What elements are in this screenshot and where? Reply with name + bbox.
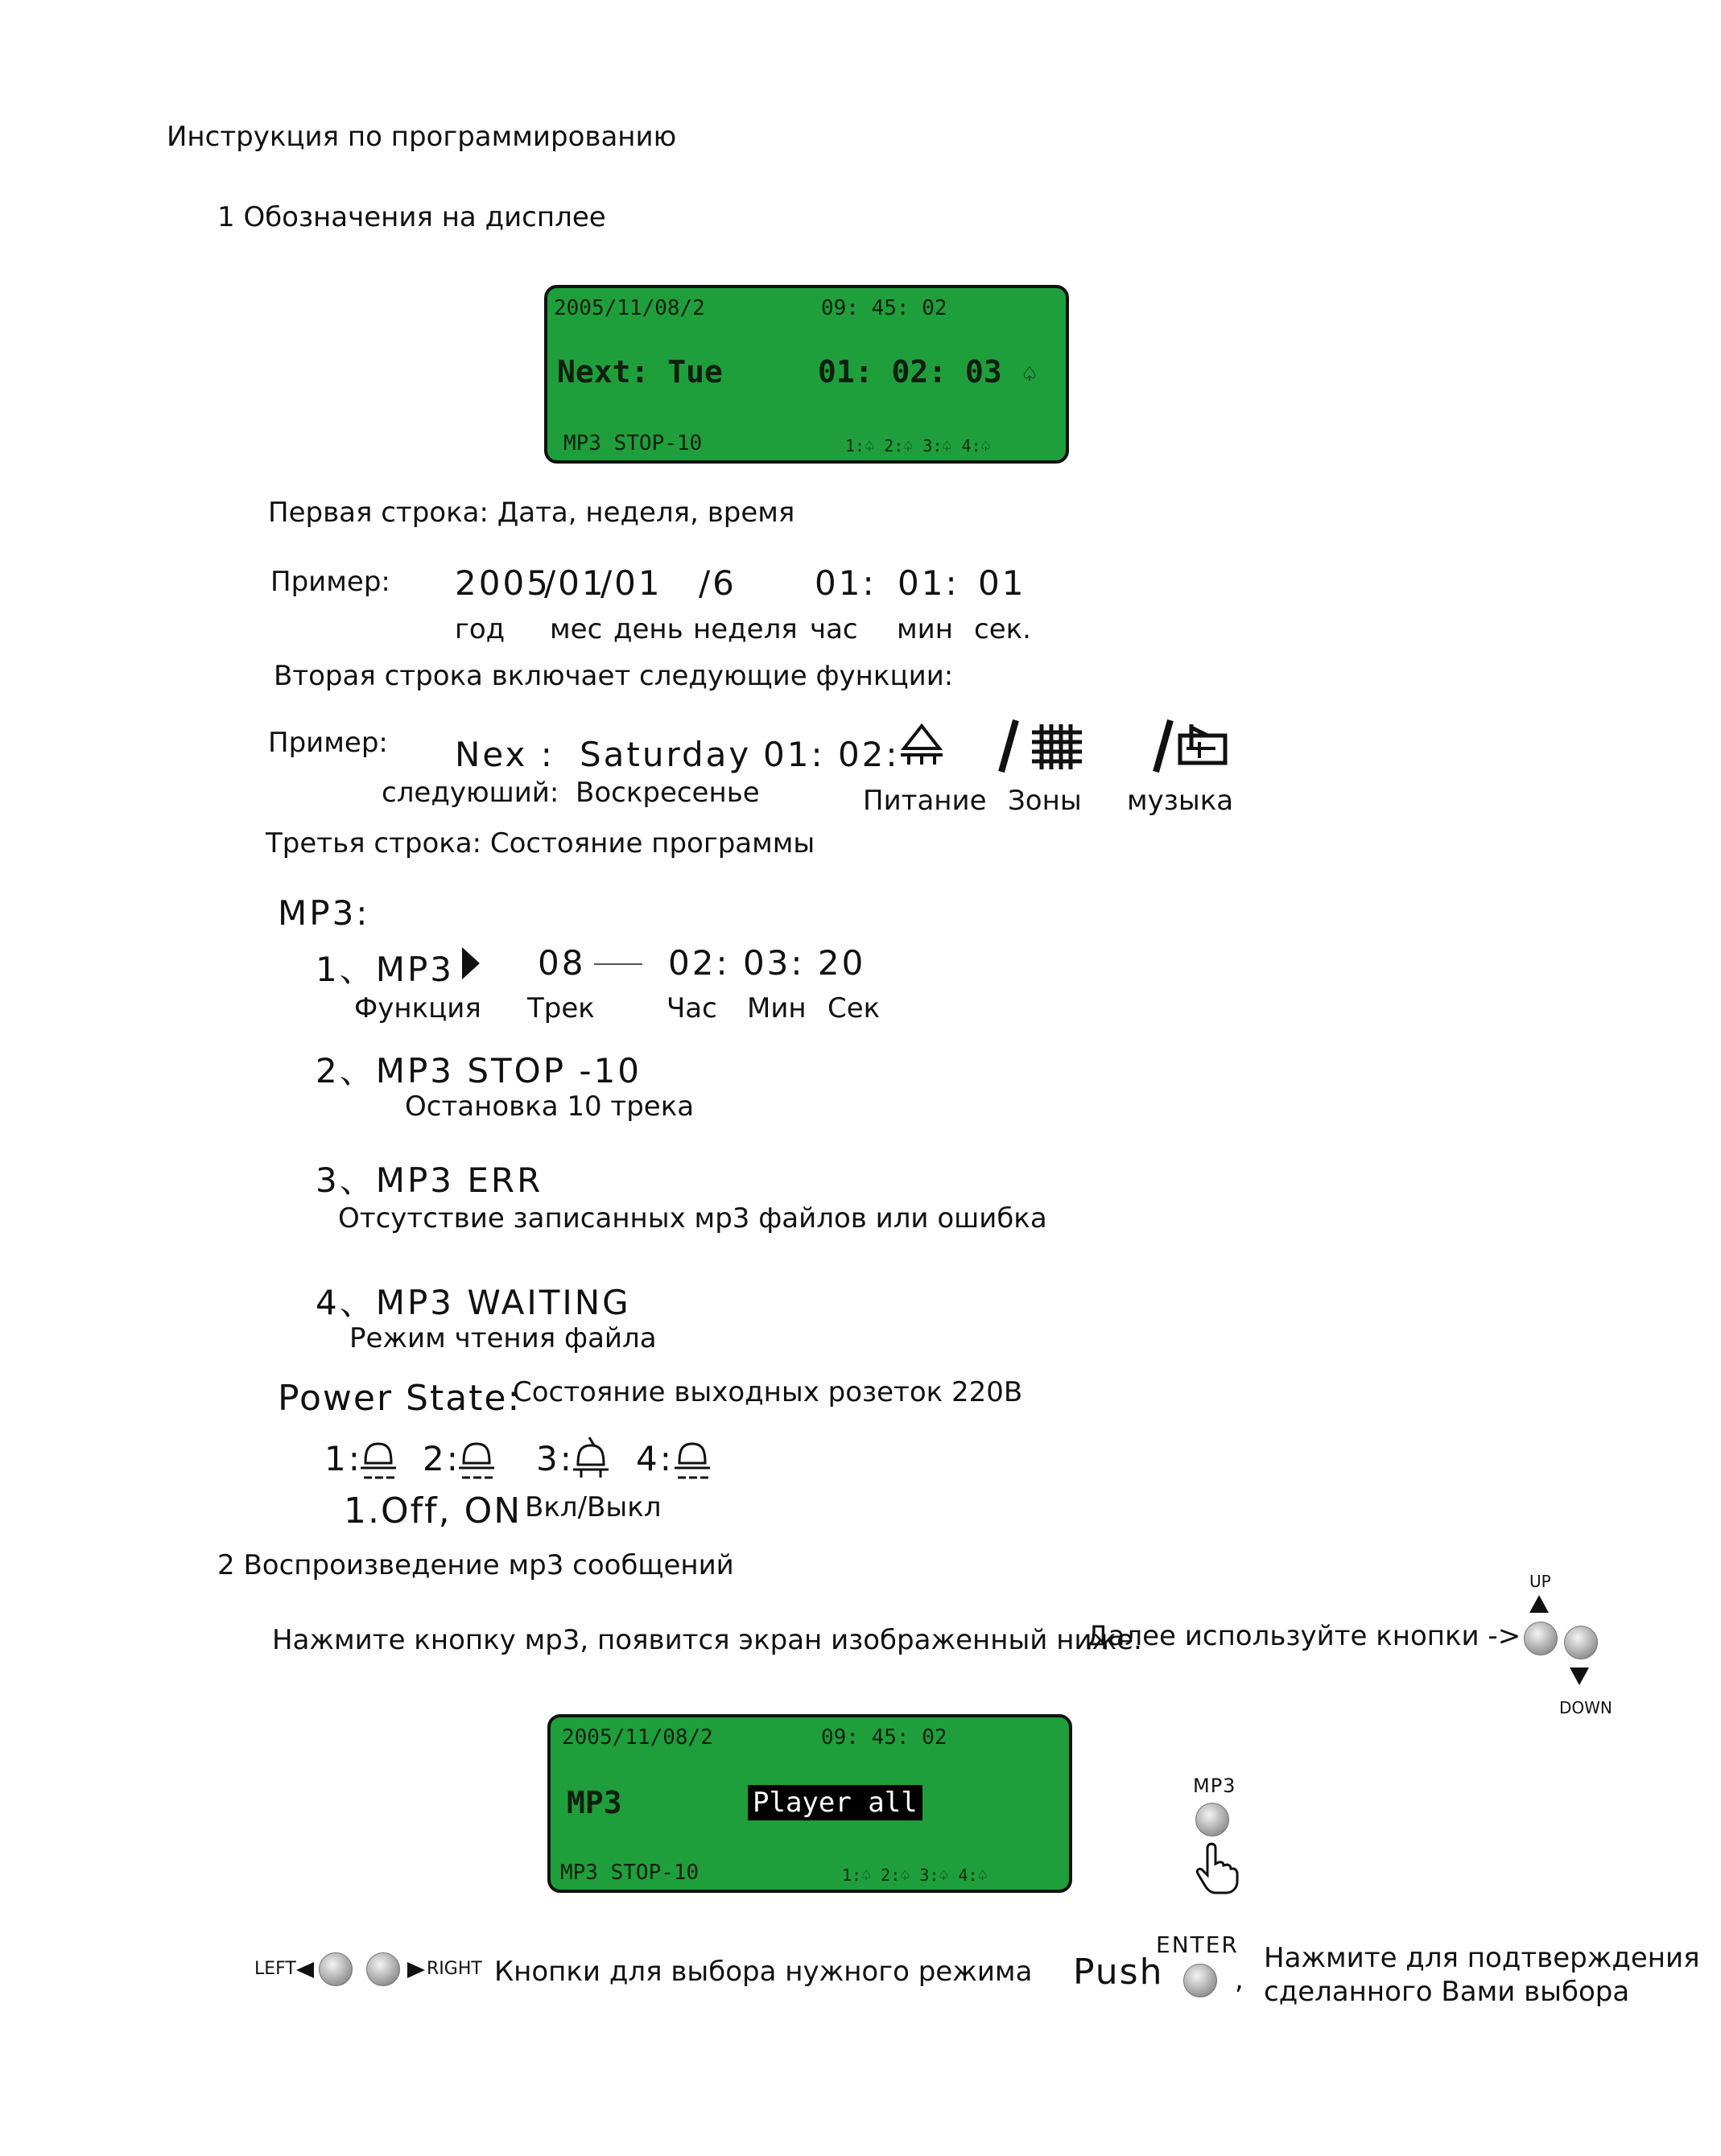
example1-year-label: год <box>455 613 506 645</box>
mp3-item2-text: 2、MP3 STOP -10 <box>316 1051 642 1090</box>
pointing-hand-icon <box>1195 1841 1240 1894</box>
example2-next-label: следуюший: <box>382 777 559 809</box>
example1-day-label: день <box>613 613 683 645</box>
example2-next: Nex : <box>455 735 555 774</box>
example1-min-label: мин <box>897 613 953 645</box>
power-icon <box>898 723 946 768</box>
example1-hour-label: час <box>810 613 858 645</box>
mp3-item4-text: 4、MP3 WAITING <box>316 1283 631 1322</box>
mp3-item1-hour-label: Час <box>667 992 717 1024</box>
outlet-off-icon-1 <box>361 1441 398 1481</box>
lcd2-mode: MP3 <box>567 1785 622 1820</box>
mp3-button-label: MP3 <box>1193 1775 1236 1797</box>
outlet-off-icon-4 <box>675 1441 712 1481</box>
mp3-item3-desc: Отсутствие записанных мр3 файлов или ошибка <box>338 1202 1047 1235</box>
power-legend-desc: Вкл/Выкл <box>525 1491 662 1523</box>
down-arrow-icon <box>1568 1666 1591 1687</box>
mp3-item1-min-label: Мин <box>747 992 807 1024</box>
power-state-desc: Состояние выходных розеток 220В <box>513 1376 1023 1408</box>
lcd1-date: 2005/11/08/2 <box>554 296 705 320</box>
left-button[interactable] <box>319 1952 353 1986</box>
mp3-item1-func-label: Функция <box>354 992 481 1024</box>
mp3-item1-track: 08 <box>538 943 586 983</box>
confirm-desc-line2: сделанного Вами выбора <box>1264 1976 1630 2008</box>
left-right-desc: Кнопки для выбора нужного режима <box>494 1956 1033 1988</box>
bell-icon: ♤ <box>1022 361 1038 389</box>
lcd1-outputs: 1:♤ 2:♤ 3:♤ 4:♤ <box>845 436 991 456</box>
left-label: LEFT <box>254 1959 296 1979</box>
right-label: RIGHT <box>427 1959 482 1979</box>
document-heading: Инструкция по программированию <box>167 121 677 153</box>
section2-title: 2 Воспроизведение мр3 сообщений <box>217 1549 734 1581</box>
up-button[interactable] <box>1524 1622 1558 1655</box>
example2-time: 01: 02: <box>763 735 900 774</box>
mp3-item1-text: 1、MP3 <box>316 950 455 989</box>
lcd2-time: 09: 45: 02 <box>821 1725 947 1750</box>
mp3-item1-time: 02: 03: 20 <box>668 943 866 983</box>
right-arrow-icon <box>406 1960 427 1980</box>
power-output4-label: 4: <box>636 1439 674 1478</box>
right-button[interactable] <box>366 1952 400 1986</box>
example-label-2: Пример: <box>268 727 388 759</box>
example2-music-label: музыка <box>1127 785 1234 817</box>
left-arrow-icon <box>295 1960 316 1980</box>
section2-next-instruction: Далее используйте кнопки -> <box>1087 1620 1521 1652</box>
power-legend: 1.Off, ON <box>344 1490 522 1531</box>
comma: , <box>1235 1964 1244 1996</box>
example2-day-label: Воскресенье <box>576 777 760 809</box>
separator-slash-icon-2 <box>1151 719 1175 775</box>
power-output3-label: 3: <box>536 1439 574 1478</box>
outlet-on-icon <box>573 1437 610 1481</box>
lcd1-next-day: Next: Tue <box>557 354 723 390</box>
mp3-item1-track-label: Трек <box>527 992 595 1024</box>
lcd-display-1 <box>544 285 1069 464</box>
down-label: DOWN <box>1559 1698 1612 1717</box>
mp3-item1-sec-label: Сек <box>827 992 881 1024</box>
power-output2-label: 2: <box>423 1439 460 1478</box>
mp3-button[interactable] <box>1195 1803 1229 1837</box>
enter-label: ENTER <box>1156 1931 1239 1958</box>
lcd1-next-time: 01: 02: 03 <box>818 354 1002 390</box>
example1-day: /01 <box>600 563 662 603</box>
example2-zones-label: Зоны <box>1008 785 1082 817</box>
lcd1-time: 09: 45: 02 <box>821 296 947 320</box>
down-button[interactable] <box>1564 1626 1598 1659</box>
up-arrow-icon <box>1528 1593 1550 1614</box>
example-label-1: Пример: <box>270 566 390 598</box>
example1-week-label: неделя <box>693 613 798 645</box>
outlet-off-icon-2 <box>459 1441 496 1481</box>
zones-icon <box>1032 724 1082 769</box>
section1-title: 1 Обозначения на дисплее <box>217 201 606 233</box>
example1-sec-label: сек. <box>974 613 1031 645</box>
mp3-item4-desc: Режим чтения файла <box>349 1322 657 1354</box>
separator-slash-icon <box>997 719 1021 775</box>
dash-line <box>594 963 642 966</box>
lcd2-selection[interactable]: Player all <box>748 1785 922 1820</box>
example1-sec: 01 <box>978 563 1026 603</box>
line2-description: Вторая строка включает следующие функции: <box>274 660 954 692</box>
up-label: UP <box>1529 1572 1551 1591</box>
lcd1-status: MP3 STOP-10 <box>563 431 703 456</box>
mp3-item2-desc: Остановка 10 трека <box>405 1090 695 1123</box>
confirm-desc-line1: Нажмите для подтверждения <box>1264 1942 1700 1974</box>
enter-button[interactable] <box>1183 1964 1217 1997</box>
line3-description: Третья строка: Состояние программы <box>266 827 815 860</box>
example1-week: /6 <box>699 563 737 603</box>
example2-power-label: Питание <box>863 785 987 817</box>
example1-year: 2005 <box>455 563 551 603</box>
lcd2-date: 2005/11/08/2 <box>562 1725 713 1750</box>
power-output1-label: 1: <box>324 1439 362 1478</box>
section2-instruction: Нажмите кнопку мр3, появится экран изображенный ниже. <box>272 1624 1142 1656</box>
example1-month: /01 <box>544 563 606 603</box>
music-icon <box>1175 724 1232 769</box>
mp3-section-title: MP3: <box>278 893 370 933</box>
example1-min: 01: <box>898 563 960 603</box>
lcd2-outputs: 1:♤ 2:♤ 3:♤ 4:♤ <box>842 1865 988 1885</box>
line1-description: Первая строка: Дата, неделя, время <box>268 497 795 529</box>
example2-day: Saturday <box>580 735 752 774</box>
mp3-item3-text: 3、MP3 ERR <box>316 1160 543 1200</box>
lcd2-status: MP3 STOP-10 <box>560 1861 700 1885</box>
play-icon <box>460 946 481 981</box>
lcd-display-2 <box>547 1714 1072 1893</box>
push-label: Push <box>1073 1952 1164 1993</box>
example1-month-label: мес <box>550 613 603 645</box>
example1-hour: 01: <box>815 563 877 603</box>
power-state-title: Power State: <box>278 1378 522 1419</box>
